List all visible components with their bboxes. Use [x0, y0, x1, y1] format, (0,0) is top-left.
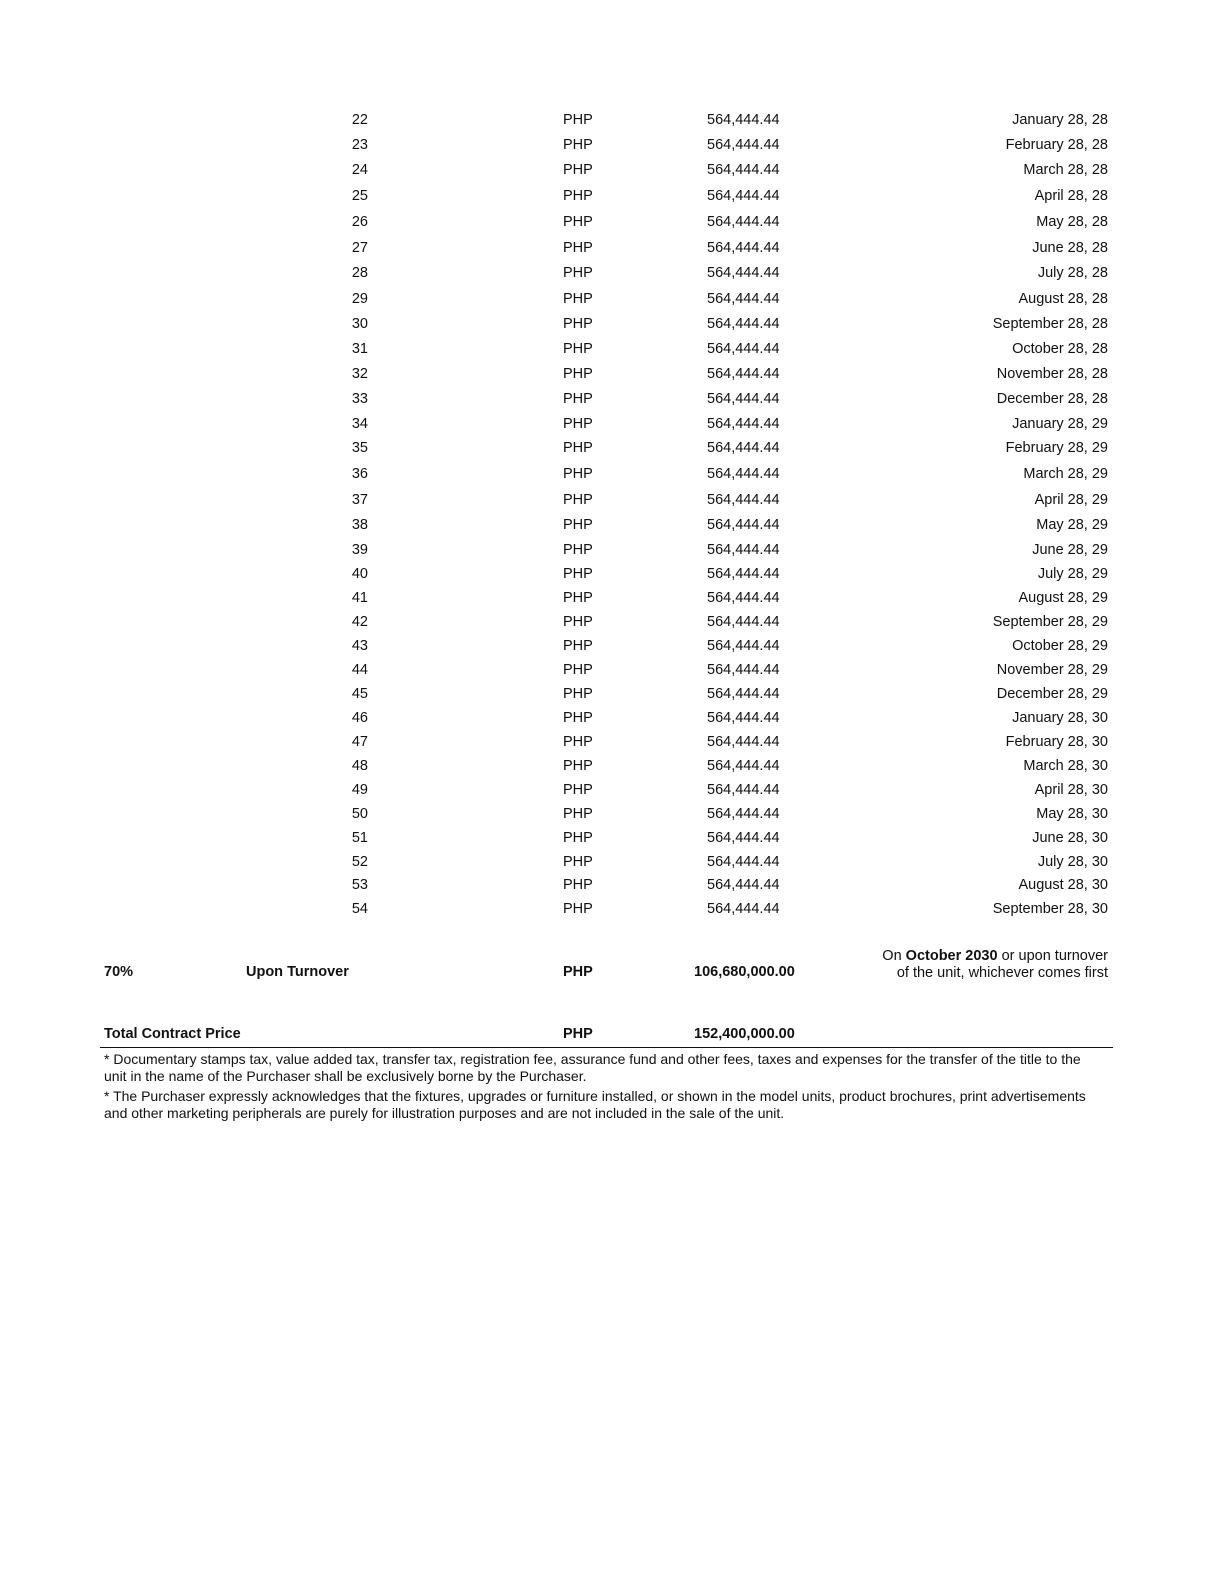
installment-currency: PHP	[563, 416, 593, 432]
installment-number: 44	[351, 662, 368, 678]
installment-amount: 564,444.44	[707, 542, 780, 558]
installment-row	[0, 852, 1224, 872]
installment-amount: 564,444.44	[707, 214, 780, 230]
installment-row	[0, 110, 1224, 130]
installment-amount: 564,444.44	[707, 366, 780, 382]
installment-amount: 564,444.44	[707, 240, 780, 256]
installment-currency: PHP	[563, 638, 593, 654]
turnover-currency: PHP	[563, 964, 593, 980]
installment-row	[0, 238, 1224, 258]
installment-due-date: February 28, 30	[1005, 734, 1108, 750]
installment-number: 50	[351, 806, 368, 822]
installment-due-date: December 28, 29	[996, 686, 1108, 702]
turnover-due-note	[880, 948, 1108, 981]
turnover-note-date: October 2030	[905, 948, 998, 964]
installment-currency: PHP	[563, 316, 593, 332]
installment-due-date: January 28, 30	[1012, 710, 1108, 726]
turnover-row	[0, 946, 1224, 1002]
installment-number: 38	[351, 517, 368, 533]
installment-due-date: April 28, 30	[1034, 782, 1108, 798]
installment-currency: PHP	[563, 137, 593, 153]
installment-amount: 564,444.44	[707, 758, 780, 774]
installment-currency: PHP	[563, 466, 593, 482]
installment-row	[0, 684, 1224, 704]
installment-number: 49	[351, 782, 368, 798]
installment-currency: PHP	[563, 782, 593, 798]
installment-amount: 564,444.44	[707, 614, 780, 630]
footnote-taxes: * Documentary stamps tax, value added tax, transfer tax, registration fee, assurance fund and other fees, taxes and expenses for the transfer of the title to the unit in the name of the Purchaser shall be exclusively borne by the Purchaser.	[104, 1051, 1081, 1084]
installment-number: 54	[351, 901, 368, 917]
installment-due-date: April 28, 29	[1034, 492, 1108, 508]
installment-due-date: September 28, 28	[992, 316, 1108, 332]
installment-number: 30	[351, 316, 368, 332]
installment-row	[0, 804, 1224, 824]
installment-currency: PHP	[563, 366, 593, 382]
installment-row	[0, 464, 1224, 484]
installment-row	[0, 875, 1224, 895]
installment-number: 41	[351, 590, 368, 606]
installment-due-date: June 28, 30	[1032, 830, 1108, 846]
installment-due-date: April 28, 28	[1034, 188, 1108, 204]
installment-number: 37	[351, 492, 368, 508]
installment-currency: PHP	[563, 877, 593, 893]
turnover-note-prefix: On	[882, 948, 906, 964]
installment-currency: PHP	[563, 590, 593, 606]
installment-currency: PHP	[563, 901, 593, 917]
installment-due-date: February 28, 29	[1005, 440, 1108, 456]
installment-row	[0, 339, 1224, 359]
installment-amount: 564,444.44	[707, 686, 780, 702]
installment-due-date: July 28, 29	[1037, 566, 1108, 582]
installment-amount: 564,444.44	[707, 391, 780, 407]
installment-amount: 564,444.44	[707, 265, 780, 281]
installment-currency: PHP	[563, 517, 593, 533]
installment-number: 26	[351, 214, 368, 230]
installment-amount: 564,444.44	[707, 710, 780, 726]
installment-number: 46	[351, 710, 368, 726]
installment-amount: 564,444.44	[707, 341, 780, 357]
installment-currency: PHP	[563, 214, 593, 230]
installment-row	[0, 780, 1224, 800]
installment-number: 34	[351, 416, 368, 432]
installment-currency: PHP	[563, 686, 593, 702]
installment-amount: 564,444.44	[707, 492, 780, 508]
installment-amount: 564,444.44	[707, 806, 780, 822]
total-amount: 152,400,000.00	[694, 1026, 795, 1042]
installment-amount: 564,444.44	[707, 854, 780, 870]
installment-due-date: December 28, 28	[996, 391, 1108, 407]
table-divider-line	[100, 1047, 1113, 1048]
installment-amount: 564,444.44	[707, 901, 780, 917]
installment-currency: PHP	[563, 492, 593, 508]
installment-row	[0, 708, 1224, 728]
installment-amount: 564,444.44	[707, 566, 780, 582]
installment-due-date: July 28, 30	[1037, 854, 1108, 870]
installment-currency: PHP	[563, 162, 593, 178]
installment-number: 31	[351, 341, 368, 357]
installment-amount: 564,444.44	[707, 517, 780, 533]
installment-number: 25	[351, 188, 368, 204]
installment-due-date: May 28, 30	[1036, 806, 1108, 822]
installment-row	[0, 160, 1224, 180]
installment-number: 27	[351, 240, 368, 256]
turnover-label: Upon Turnover	[246, 964, 349, 980]
installment-due-date: February 28, 28	[1005, 137, 1108, 153]
installment-row	[0, 564, 1224, 584]
installment-row	[0, 636, 1224, 656]
installment-currency: PHP	[563, 830, 593, 846]
installment-row	[0, 212, 1224, 232]
installment-currency: PHP	[563, 341, 593, 357]
installment-row	[0, 314, 1224, 334]
installment-currency: PHP	[563, 854, 593, 870]
installment-currency: PHP	[563, 662, 593, 678]
installment-due-date: June 28, 28	[1032, 240, 1108, 256]
installment-due-date: October 28, 28	[1012, 341, 1108, 357]
installment-due-date: July 28, 28	[1037, 265, 1108, 281]
installment-amount: 564,444.44	[707, 162, 780, 178]
installment-currency: PHP	[563, 542, 593, 558]
turnover-note-suffix: or upon turnover of the unit, whichever comes first	[896, 948, 1108, 981]
installment-currency: PHP	[563, 291, 593, 307]
installment-row	[0, 612, 1224, 632]
installment-due-date: March 28, 28	[1023, 162, 1108, 178]
installment-currency: PHP	[563, 758, 593, 774]
installment-row	[0, 756, 1224, 776]
installment-row	[0, 364, 1224, 384]
installment-amount: 564,444.44	[707, 734, 780, 750]
installment-number: 39	[351, 542, 368, 558]
installment-amount: 564,444.44	[707, 440, 780, 456]
installment-number: 36	[351, 466, 368, 482]
installment-due-date: January 28, 28	[1012, 112, 1108, 128]
installment-due-date: September 28, 29	[992, 614, 1108, 630]
installment-number: 52	[351, 854, 368, 870]
installment-number: 51	[351, 830, 368, 846]
installment-currency: PHP	[563, 265, 593, 281]
installment-currency: PHP	[563, 806, 593, 822]
installment-due-date: May 28, 29	[1036, 517, 1108, 533]
turnover-amount: 106,680,000.00	[694, 964, 795, 980]
installment-number: 43	[351, 638, 368, 654]
installment-amount: 564,444.44	[707, 638, 780, 654]
installment-row	[0, 660, 1224, 680]
installment-number: 47	[351, 734, 368, 750]
installment-number: 24	[351, 162, 368, 178]
installment-number: 29	[351, 291, 368, 307]
installment-due-date: October 28, 29	[1012, 638, 1108, 654]
installment-currency: PHP	[563, 734, 593, 750]
installment-currency: PHP	[563, 391, 593, 407]
installment-amount: 564,444.44	[707, 466, 780, 482]
installment-row	[0, 186, 1224, 206]
installment-number: 53	[351, 877, 368, 893]
installment-number: 33	[351, 391, 368, 407]
installment-amount: 564,444.44	[707, 188, 780, 204]
total-currency: PHP	[563, 1026, 593, 1042]
installment-amount: 564,444.44	[707, 590, 780, 606]
installment-due-date: January 28, 29	[1012, 416, 1108, 432]
installment-row	[0, 389, 1224, 409]
installment-due-date: March 28, 29	[1023, 466, 1108, 482]
installment-row	[0, 263, 1224, 283]
installment-due-date: June 28, 29	[1032, 542, 1108, 558]
installment-currency: PHP	[563, 710, 593, 726]
total-contract-price-row	[0, 1024, 1224, 1044]
installment-row	[0, 289, 1224, 309]
installment-number: 28	[351, 265, 368, 281]
installment-currency: PHP	[563, 112, 593, 128]
installment-row	[0, 135, 1224, 155]
installment-due-date: November 28, 29	[996, 662, 1108, 678]
installment-amount: 564,444.44	[707, 782, 780, 798]
installment-currency: PHP	[563, 566, 593, 582]
installment-number: 23	[351, 137, 368, 153]
installment-due-date: March 28, 30	[1023, 758, 1108, 774]
installment-row	[0, 540, 1224, 560]
installment-due-date: September 28, 30	[992, 901, 1108, 917]
installment-amount: 564,444.44	[707, 830, 780, 846]
installment-due-date: August 28, 30	[1018, 877, 1108, 893]
installment-due-date: November 28, 28	[996, 366, 1108, 382]
installment-row	[0, 588, 1224, 608]
installment-currency: PHP	[563, 614, 593, 630]
installment-number: 42	[351, 614, 368, 630]
installment-amount: 564,444.44	[707, 112, 780, 128]
installment-row	[0, 732, 1224, 752]
total-label: Total Contract Price	[104, 1026, 241, 1042]
installment-row	[0, 438, 1224, 458]
installment-currency: PHP	[563, 188, 593, 204]
installment-currency: PHP	[563, 440, 593, 456]
installment-number: 48	[351, 758, 368, 774]
installment-amount: 564,444.44	[707, 137, 780, 153]
installment-due-date: August 28, 28	[1018, 291, 1108, 307]
installment-amount: 564,444.44	[707, 416, 780, 432]
footnote-fixtures: * The Purchaser expressly acknowledges that the fixtures, upgrades or furniture installed, or shown in the model units, product brochures, print advertisements and other marketing peripherals are purely for illustration purposes and are not included in the sale of the unit.	[104, 1088, 1086, 1121]
installment-row	[0, 515, 1224, 535]
installment-currency: PHP	[563, 240, 593, 256]
installment-due-date: May 28, 28	[1036, 214, 1108, 230]
installment-row	[0, 490, 1224, 510]
installment-amount: 564,444.44	[707, 316, 780, 332]
installment-number: 40	[351, 566, 368, 582]
installment-amount: 564,444.44	[707, 877, 780, 893]
installment-number: 32	[351, 366, 368, 382]
installment-number: 35	[351, 440, 368, 456]
installment-amount: 564,444.44	[707, 291, 780, 307]
installment-row	[0, 414, 1224, 434]
installment-number: 45	[351, 686, 368, 702]
installment-due-date: August 28, 29	[1018, 590, 1108, 606]
installment-row	[0, 899, 1224, 919]
turnover-percent: 70%	[104, 964, 134, 980]
installment-number: 22	[351, 112, 368, 128]
installment-amount: 564,444.44	[707, 662, 780, 678]
installment-row	[0, 828, 1224, 848]
